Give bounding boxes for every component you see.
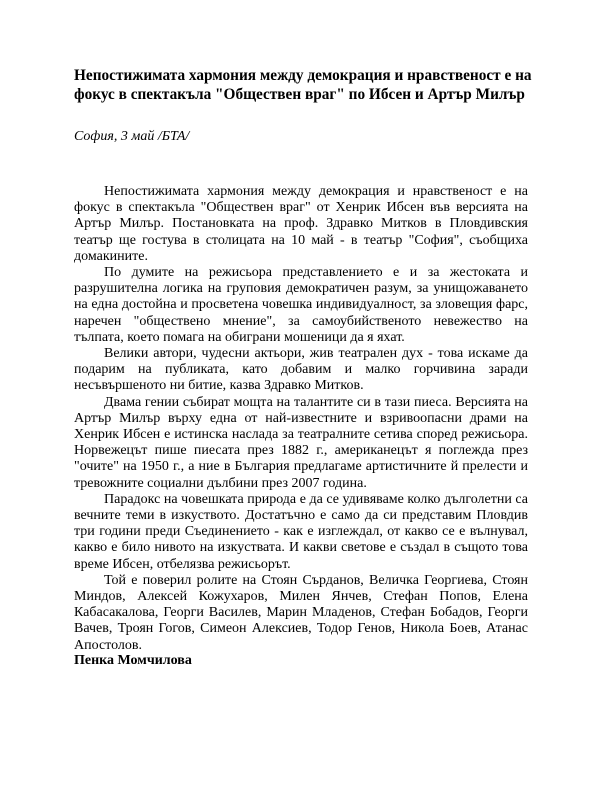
article-author: Пенка Момчилова bbox=[74, 653, 192, 668]
article-paragraph: Двама гении събират мощта на талантите си в тази пиеса. Версията на Артър Милър върху една от най-известните и взривоопасни драми на Хенрик Ибсен е истинска наслада за театралните сетива според режисьора. Норвежецът пише пиесата през 1882 г., американецът я поглежда през "очите" на 1950 г., а ние в България предлагаме артистичните й прелести и тревожните социални дълбини през 2007 година. bbox=[74, 394, 528, 491]
article-paragraph: По думите на режисьора представлението е и за жестоката и разрушителна логика на груповия демократичен разум, за унищожаването на една достойна и просветена човешка индивидуалност, за зловещия фарс, наречен "обществено мнение", за самоубийственото невежество на тълпата, което помага на обиграни мошеници да я яхат. bbox=[74, 265, 528, 345]
article-paragraph: Той е поверил ролите на Стоян Сърданов, Величка Георгиева, Стоян Миндов, Алексей Кожухаров, Милен Янчев, Стефан Попов, Елена Кабасакалова, Георги Василев, Марин Младенов, Стефан Бобадов, Георги Вачев, Троян Гогов, Симеон Алексиев, Тодор Генов, Никола Боев, Атанас Апостолов. bbox=[74, 572, 528, 653]
article-body bbox=[74, 184, 528, 654]
article-paragraph: Непостижимата хармония между демокрация и нравственост е на фокус в спектакъла "Обществен враг" от Хенрик Ибсен във версията на Артър Милър. Постановката на проф. Здравко Митков в Пловдивския театър ще гостува в столицата на 10 май - в театър "София", съобщиха домакините. bbox=[74, 184, 528, 264]
article-paragraph: Парадокс на човешката природа е да се удивяваме колко дълголетни са вечните теми в изкуството. Достатъчно е само да си представим Пловдив три години преди Съединението - как е изглеждал, от какво се е вълнувал, какво е било нивото на изкуствата. И какви светове е създал в същото това време Ибсен, отбелязва режисьорът. bbox=[74, 491, 528, 572]
article-dateline: София, 3 май /БТА/ bbox=[74, 129, 190, 144]
article-headline: Непостижимата хармония между демокрация и нравственост е на фокус в спектакъла "Обществен враг" по Ибсен и Артър Милър bbox=[74, 67, 532, 103]
article-paragraph: Велики автори, чудесни актьори, жив театрален дух - това искаме да подарим на публиката, като добавим и малко горчивина заради несъвършеното ни битие, казва Здравко Митков. bbox=[74, 346, 528, 394]
